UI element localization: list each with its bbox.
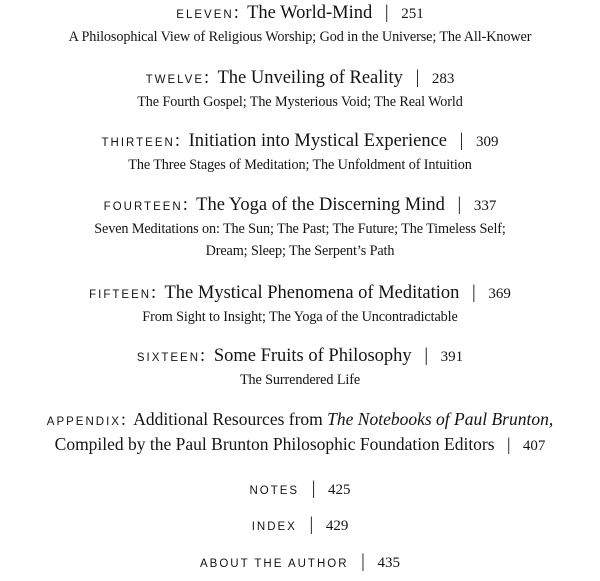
chapter-heading[interactable] [0, 194, 600, 218]
toc-entry-twelve [0, 67, 600, 113]
chapter-title: The World-Mind [247, 3, 373, 23]
page-number: 391 [440, 349, 464, 365]
page-number: 435 [377, 555, 400, 571]
toc-entry-fifteen [0, 282, 600, 328]
separator: | [459, 131, 464, 151]
back-matter-heading [0, 514, 600, 538]
chapter-number: THIRTEEN [101, 137, 175, 149]
colon: : [151, 283, 157, 303]
separator: | [309, 515, 314, 535]
chapter-title: The Yoga of the Discerning Mind [196, 195, 445, 215]
toc-entry-notes[interactable] [0, 478, 600, 502]
appendix-book-title: The Notebooks of Paul Brunton, [327, 409, 554, 429]
chapter-number: ELEVEN [176, 9, 234, 21]
colon: : [204, 68, 210, 88]
chapter-subtitle: Seven Meditations on: The Sun; The Past; The Future; The Timeless Self; [94, 221, 506, 237]
chapter-title: Initiation into Mystical Experience [188, 131, 447, 151]
chapter-number: SIXTEEN [136, 352, 201, 364]
toc-entry-fourteen [0, 194, 600, 262]
chapter-heading[interactable] [0, 67, 600, 91]
colon: : [174, 131, 180, 151]
separator: | [415, 68, 420, 88]
chapter-number: FIFTEEN [89, 289, 152, 301]
chapter-subtitle: From Sight to Insight; The Yoga of the Uncontradictable [142, 309, 458, 325]
back-matter-label: INDEX [251, 521, 297, 533]
appendix-line-1 [0, 408, 600, 433]
colon: : [200, 346, 206, 366]
toc-entry-sixteen [0, 345, 600, 391]
colon: : [182, 195, 188, 215]
page-number: 429 [325, 518, 349, 534]
chapter-subtitle: The Fourth Gospel; The Mysterious Void; The Real World [137, 94, 463, 110]
chapter-heading[interactable] [0, 130, 600, 154]
back-matter-label: ABOUT THE AUTHOR [200, 558, 349, 570]
page-number: 369 [488, 286, 511, 302]
toc-entry-about-the-author[interactable] [0, 551, 600, 575]
separator: | [424, 346, 429, 366]
page-number: 407 [522, 438, 546, 454]
appendix-editors: Compiled by the Paul Brunton Philosophic Foundation Editors [54, 434, 495, 454]
separator: | [361, 552, 365, 572]
chapter-number: FOURTEEN [103, 201, 183, 213]
separator: | [506, 434, 511, 454]
chapter-title: Some Fruits of Philosophy [213, 346, 412, 366]
back-matter-label: NOTES [249, 485, 300, 497]
separator: | [311, 479, 316, 499]
toc-entry-eleven [0, 2, 600, 48]
page-number: 251 [401, 6, 424, 22]
separator: | [457, 195, 462, 215]
chapter-subtitle: The Surrendered Life [239, 372, 361, 388]
back-matter-heading [0, 551, 600, 575]
chapter-title: The Unveiling of Reality [217, 68, 403, 88]
chapter-heading[interactable] [0, 345, 600, 369]
chapter-subtitle: The Three Stages of Meditation; The Unfoldment of Intuition [128, 157, 472, 173]
page-number: 309 [475, 134, 499, 150]
back-matter-heading [0, 478, 600, 502]
page-number: 283 [431, 71, 455, 87]
page-number: 337 [473, 198, 497, 214]
toc-entry-index[interactable] [0, 514, 600, 538]
chapter-title: The Mystical Phenomena of Meditation [164, 283, 460, 303]
page-number: 425 [328, 482, 351, 498]
appendix-line-2 [0, 433, 600, 457]
chapter-heading[interactable] [0, 282, 600, 306]
colon: : [120, 409, 126, 429]
toc-entry-appendix[interactable] [0, 408, 600, 457]
colon: : [233, 3, 239, 23]
toc-entry-thirteen [0, 130, 600, 176]
chapter-subtitle: Dream; Sleep; The Serpent’s Path [205, 243, 395, 259]
appendix-label: APPENDIX [46, 416, 121, 428]
chapter-heading[interactable] [0, 2, 600, 26]
chapter-number: TWELVE [145, 74, 205, 86]
chapter-subtitle: A Philosophical View of Religious Worship; God in the Universe; The All-Knower [68, 29, 532, 45]
separator: | [384, 3, 389, 23]
separator: | [472, 283, 476, 303]
appendix-text: Additional Resources from [133, 409, 328, 429]
